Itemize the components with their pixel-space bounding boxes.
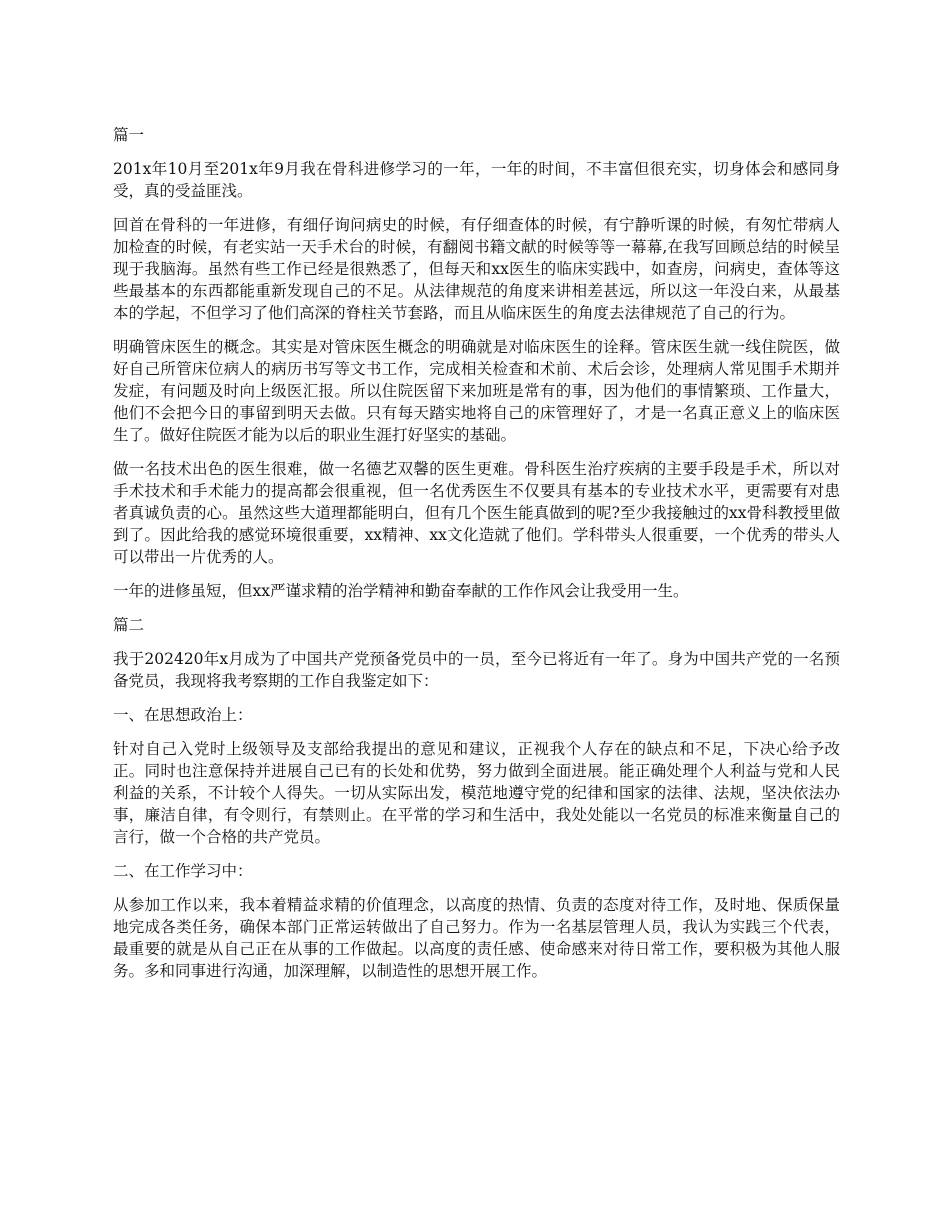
paragraph: 一年的进修虽短，但xx严谨求精的治学精神和勤奋奉献的工作作风会让我受用一生。 [113,582,689,600]
document-page [113,124,840,994]
subheading: 一、在思想政治上： [113,706,253,724]
paragraph: 回首在骨科的一年进修，有细仔询问病史的时候，有仔细查体的时候，有宁静听课的时候，有匆忙带病人加检查的时候，有老实站一天手术台的时候，有翻阅书籍文献的时候等等一幕幕,在我写回顾总结的时候呈现于我脑海。虽然有些工作已经是很熟悉了，但每天和xx医生的临床实践中，如查房，问病史，查体等这些最基本的东西都能重新发现自己的不足。从法律规范的角度来讲相差甚远，所以这一年没白来，从最基本的学起，不但学习了他们高深的脊柱关节套路，而且从临床医生的角度去法律规范了自己的行为。 [113,216,840,322]
paragraph: 针对自己入党时上级领导及支部给我提出的意见和建议，正视我个人存在的缺点和不足，下决心给予改正。同时也注意保持并进展自己已有的长处和优势，努力做到全面进展。能正确处理个人利益与党和人民利益的关系，不计较个人得失。一切从实际出发，模范地遵守党的纪律和国家的法律、法规，坚决依法办事，廉洁自律，有令则行，有禁则止。在平常的学习和生活中，我处处能以一名党员的标准来衡量自己的言行，做一个合格的共产党员。 [113,740,840,846]
paragraph: 我于202420年x月成为了中国共产党预备党员中的一员，至今已将近有一年了。身为中国共产党的一名预备党员，我现将我考察期的工作自我鉴定如下： [113,650,840,690]
section-title: 篇一 [113,126,145,144]
paragraph: 从参加工作以来，我本着精益求精的价值理念，以高度的热情、负责的态度对待工作，及时地、保质保量地完成各类任务，确保本部门正常运转做出了自己努力。作为一名基层管理人员，我认为实践三个代表，最重要的就是从自己正在从事的工作做起。以高度的责任感、使命感来对待日常工作，要积极为其他人服务。多和同事进行沟通，加深理解，以制造性的思想开展工作。 [113,896,840,980]
paragraph: 201x年10月至201x年9月我在骨科进修学习的一年，一年的时间，不丰富但很充实，切身体会和感同身受，真的受益匪浅。 [113,160,840,200]
subheading: 二、在工作学习中： [113,862,253,880]
paragraph: 明确管床医生的概念。其实是对管床医生概念的明确就是对临床医生的诠释。管床医生就一线住院医，做好自己所管床位病人的病历书写等文书工作，完成相关检查和术前、术后会诊，处理病人常见围手术期并发症，有问题及时向上级医汇报。所以住院医留下来加班是常有的事，因为他们的事情繁琐、工作量大，他们不会把今日的事留到明天去做。只有每天踏实地将自己的床管理好了，才是一名真正意义上的临床医生了。做好住院医才能为以后的职业生涯打好坚实的基础。 [113,338,840,444]
paragraph: 做一名技术出色的医生很难，做一名德艺双馨的医生更难。骨科医生治疗疾病的主要手段是手术，所以对手术技术和手术能力的提高都会很重视，但一名优秀医生不仅要具有基本的专业技术水平，更需要有对患者真诚负责的心。虽然这些大道理都能明白，但有几个医生能真做到的呢?至少我接触过的xx骨科教授里做到了。因此给我的感觉环境很重要，xx精神、xx文化造就了他们。学科带头人很重要，一个优秀的带头人可以带出一片优秀的人。 [113,460,840,566]
section-title: 篇二 [113,616,145,634]
